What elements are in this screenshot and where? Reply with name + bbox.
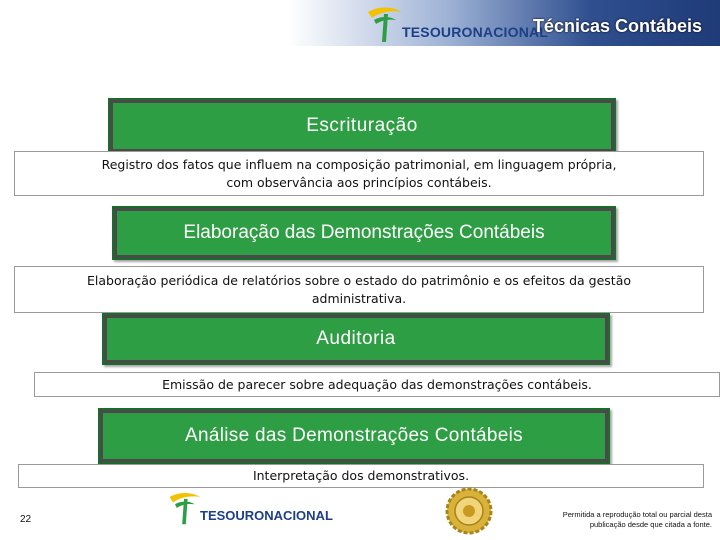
copyright-line: Permitida a reprodução total ou parcial desta	[562, 510, 712, 519]
section-description-auditoria	[34, 372, 720, 397]
logo-text: TESOURONACIONAL	[402, 24, 549, 40]
description-line: administrativa.	[311, 290, 407, 306]
tesouro-nacional-logo	[362, 2, 549, 44]
section-description-elaboracao	[14, 266, 704, 313]
header-bar	[0, 0, 720, 46]
logo-text: TESOURONACIONAL	[200, 508, 333, 523]
section-heading-analise	[98, 408, 610, 464]
section-description-escrituracao	[14, 151, 704, 196]
section-heading-text: Análise das Demonstrações Contábeis	[185, 425, 523, 446]
description-line: Elaboração periódica de relatórios sobre o estado do patrimônio e os efeitos da gestão	[86, 272, 631, 288]
footer-tesouro-nacional-logo	[164, 488, 333, 528]
section-heading-text: Elaboração das Demonstrações Contábeis	[183, 222, 545, 243]
page-title: Técnicas Contábeis	[532, 16, 702, 36]
section-heading-auditoria	[102, 313, 610, 365]
tesouro-swoosh-icon	[362, 2, 406, 44]
copyright-line: publicação desde que citada a fonte.	[589, 520, 712, 529]
section-heading-escrituracao	[108, 98, 616, 154]
copyright-notice	[522, 510, 712, 530]
page-number: 22	[20, 514, 32, 525]
section-heading-elaboracao	[112, 206, 616, 260]
section-description-analise	[18, 464, 704, 488]
description-line: Emissão de parecer sobre adequação das demonstrações contábeis.	[162, 376, 592, 392]
gold-seal-icon	[444, 486, 494, 536]
description-line: Registro dos fatos que influem na composição patrimonial, em linguagem própria,	[101, 156, 617, 172]
tesouro-swoosh-icon	[164, 488, 204, 526]
section-heading-text: Auditoria	[316, 328, 396, 349]
section-heading-text: Escrituração	[306, 115, 418, 136]
description-line: com observância aos princípios contábeis.	[226, 174, 492, 190]
description-line: Interpretação dos demonstrativos.	[252, 468, 470, 483]
